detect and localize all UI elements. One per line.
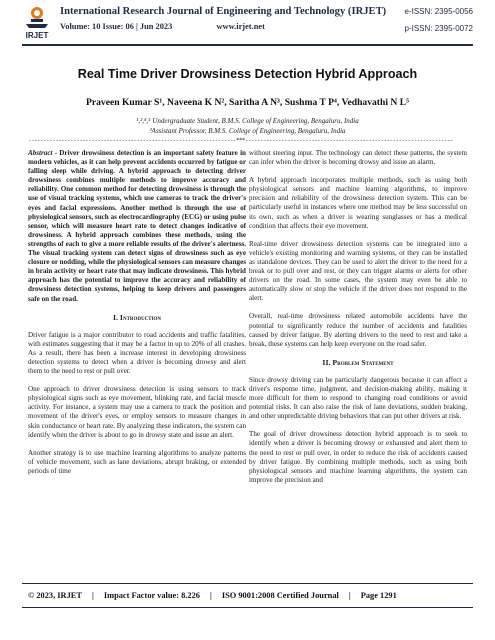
paper-title: Real Time Driver Drowsiness Detection Hybrid Approach [77,67,418,81]
abstract-label: Abstract [28,149,53,157]
journal-volume [60,22,265,31]
header-rule [22,44,473,46]
section-title: Problem Statement [332,357,394,367]
footer-page-number: Page 1291 [360,591,397,600]
irjet-logo-icon [22,4,52,42]
paper-authors: Praveen Kumar S¹, Naveena K N², Saritha A N³, Sushma T P⁴, Vedhavathi N L⁵ [85,97,410,108]
left-column [28,149,246,574]
paragraph: A hybrid approach incorporates multiple methods, such as using both physiological sensors and machine learning algorithms, to improve precision and reliability of the drowsiness detection system. This can be particularly useful in instances where one method may be less successful on its own, such as when a driver is wearing sunglasses or has a medical condition that affects their eye movement. [249,176,467,230]
paragraph: The goal of driver drowsiness detection hybrid approach is to seek to identify when a driver is becoming drowsy or exhausted and alert them to the need to rest or pull over, in order to reduce the risk of accidents caused by driver fatigue. By combining multiple methods, such as using both physiological sensors and machine learning algorithms, the system can improve the precision and [249,430,467,484]
right-column [249,149,467,574]
section-number: I. [112,312,118,322]
footer-copyright: © 2023, IRJET [28,591,82,600]
volume-issue: Volume: 10 Issue: 06 | Jun 2023 [60,22,173,31]
abstract-text: - Driver drowsiness detection is an important safety feature in modern vehicles, as it can help prevent accidents occurred by fatigue or falling sleep while driving. A hybrid approach to detecting driver drowsiness combines multiple methods to improve accuracy and reliability. One common method for detecting drowsiness is through the use of visual tracking systems, which use cameras to track the driver's eyes and facial expressions. Another method is through the use of physiological sensors, such as electrocardiography (ECG) or using pulse sensor, which will measure heart rate to detect changes indicative of drowsiness. A hybrid approach combines these methods, using the strengths of each to give a more reliable results of the driver's alertness. The visual tracking system can detect signs of drowsiness such as eye closure or nodding, while the physiological sensors can measure changes in brain activity or heart rate that may indicate drowsiness. This hybrid approach has the potential to improve the accuracy and reliability of drowsiness detection systems, helping to keep drivers and passengers safe on the road. [28,149,246,303]
eissn: e-ISSN: 2395-0056 [404,7,473,16]
section-separator: ---------------------------------------------------------------------***--------------------------------------------------------------------- [28,137,453,144]
section-heading-problem-statement [249,358,467,367]
affiliation-students: ¹,²,⁴,⁵ Undergraduate Student, B.M.S. College of Engineering, Bengaluru, India [136,117,359,125]
footer-impact-factor: Impact Factor value: 8.226 [103,591,200,600]
journal-header [0,0,495,46]
paragraph: One approach to driver drowsiness detection is using sensors to track physiological signs such as eye movement, blinking rate, and facial muscle activity. For instance, a system may use a camera to track the position and movement of the driver's eyes, or employ sensors to measure changes in skin conductance or heart rate. By analyzing these indicators, the system can identify when the driver is about to go in drowsy state and issue an alert. [28,385,246,439]
paragraph: without steering input. The technology can detect these patterns, the system can infer when the driver is becoming drowsy and issue an alarm. [249,149,467,167]
footer-rule-bottom [22,607,473,608]
abstract [28,149,246,304]
journal-website: www.irjet.net [216,22,265,31]
section-title: Introduction [119,312,162,322]
affiliation-professor: ³Assistant Professor, B.M.S. College of Engineering, Bengaluru, India [149,127,346,135]
paragraph: Overall, real-time drowsiness related automobile accidents have the potential to significantly reduce the number of accidents and fatalities caused by driver fatigue. By alerting drivers to the need to rest and take a break, these systems can help keep everyone on the road safer. [249,312,467,348]
section-number: II. [322,357,331,367]
footer-rule-top [22,583,473,584]
section-heading-introduction [28,313,246,322]
logo-text: IRJET [25,31,49,40]
paragraph: Real-time driver drowsiness detection systems can be integrated into a vehicle's existing monitoring and warning systems, or they can be installed as standalone devices. They can be used to alert the driver to the need for a break or to pull over and rest, or they can trigger alarms or alerts for other drivers on the road. In some cases, the system may even be able to automatically slow or stop the vehicle if the driver does not respond to the alert. [249,239,467,303]
page-footer: © 2023, IRJET | Impact Factor value: 8.226 | ISO 9001:2008 Certified Journal | Page 1291 [28,591,397,600]
pissn: p-ISSN: 2395-0072 [404,24,473,33]
journal-name: International Research Journal of Engineering and Technology (IRJET) [60,6,387,17]
footer-iso: ISO 9001:2008 Certified Journal [221,591,339,600]
paragraph: Another strategy is to use machine learning algorithms to analyze patterns of vehicle movement, such as lane deviations, abrupt braking, or extended periods of time [28,448,246,475]
paragraph: Since drowsy driving can be particularly dangerous because it can affect a driver's response time, judgment, and decision-making ability, making it more difficult for them to respond to changing road conditions or avoid potential risks. It can also raise the risk of lane deviations, sudden braking, and other unpredictable driving behaviors that can put other drivers at risk. [249,375,467,421]
paragraph: Driver fatigue is a major contributor to road accidents and traffic fatalities, with estimates suggesting that it may be a factor in up to 20% of all crashes. As a result, there has been a increase interest in developing drowsiness detection systems to detect when a driver is becoming drowsy and alert them to the need to rest or pull over. [28,330,246,376]
